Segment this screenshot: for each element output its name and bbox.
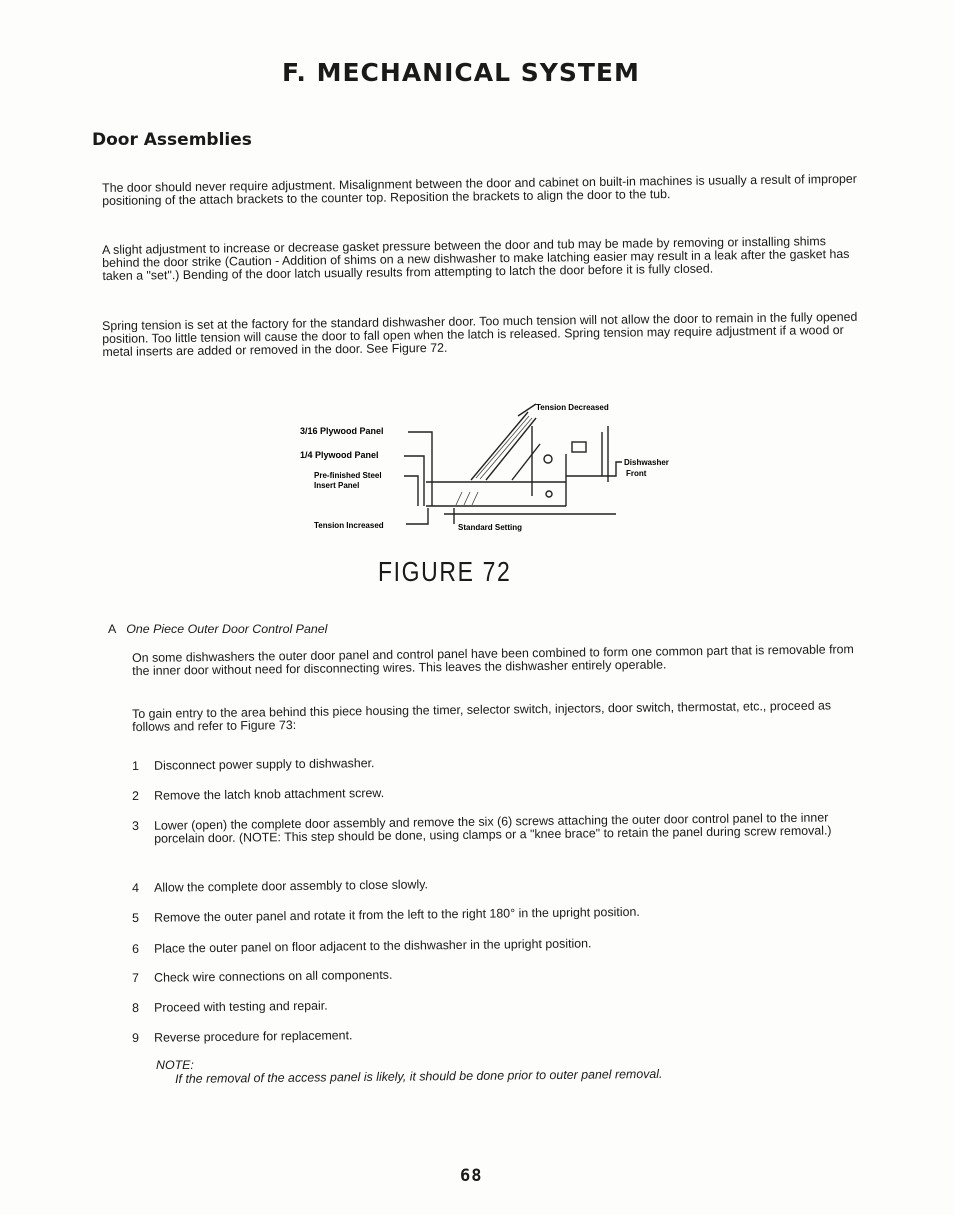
figure-72-diagram xyxy=(296,396,696,546)
section-title: F. MECHANICAL SYSTEM xyxy=(282,58,640,87)
label-prefinished-steel: Pre-finished Steel xyxy=(314,471,382,480)
item-a-letter: A xyxy=(108,622,117,636)
step-item xyxy=(132,781,872,803)
note-text: If the removal of the access panel is likely, it should be done prior to outer panel removal. xyxy=(175,1066,663,1086)
step-text: Remove the latch knob attachment screw. xyxy=(153,785,385,803)
paragraph-spring-tension: Spring tension is set at the factory for the standard dishwasher door. Too much tension will not allow the door to remain in the fully opened position. Too little tension will cause the door to fall open when the latch is released. Spring tension may require adjustment if a wood or metal inserts are added or removed in the door. See Figure 72. xyxy=(101,309,858,359)
paragraph-gasket-pressure: A slight adjustment to increase or decrease gasket pressure between the door and tub may be made by removing or installing shims behind the door strike (Caution - Addition of shims on a new dishwasher to make latching easier may result in a leak after the gasket has taken a "set".) Bending of the door latch usually results from attempting to latch the door before it is fully closed. xyxy=(101,234,850,283)
step-text: Remove the outer panel and rotate it from the left to the right 180° in the upright position. xyxy=(153,904,640,925)
step-text: Check wire connections on all components. xyxy=(153,967,393,985)
step-text: Allow the complete door assembly to close slowly. xyxy=(153,877,428,895)
step-number: 4 xyxy=(131,880,140,895)
step-text: Proceed with testing and repair. xyxy=(153,998,328,1015)
step-number: 5 xyxy=(131,910,140,925)
step-text: Lower (open) the complete door assembly and remove the six (6) screws attaching the outer door control panel to the inner porcelain door. (NOTE: This step should be done, using clamps or a "knee brace" to retain the panel during screw removal.) xyxy=(153,810,832,846)
label-dishwasher-front: Front xyxy=(626,469,647,478)
page-number: 68 xyxy=(460,1166,483,1186)
step-number: 1 xyxy=(131,758,140,773)
label-tension-decreased: Tension Decreased xyxy=(536,403,609,412)
figure-caption: FIGURE 72 xyxy=(378,556,512,587)
label-plywood-1-4: 1/4 Plywood Panel xyxy=(300,450,379,460)
step-text: Place the outer panel on floor adjacent to the dishwasher in the upright position. xyxy=(153,936,592,956)
item-a-title: One Piece Outer Door Control Panel xyxy=(126,622,328,636)
step-item xyxy=(132,963,872,985)
step-number: 9 xyxy=(131,1030,140,1045)
step-item xyxy=(132,873,872,895)
subsection-title: Door Assemblies xyxy=(92,130,252,150)
step-number: 6 xyxy=(131,941,140,956)
step-item xyxy=(132,903,872,925)
step-number: 2 xyxy=(131,788,140,803)
label-plywood-3-16: 3/16 Plywood Panel xyxy=(300,426,384,436)
note-label: NOTE: xyxy=(156,1058,194,1072)
label-insert-panel: Insert Panel xyxy=(314,481,360,490)
label-standard-setting: Standard Setting xyxy=(458,523,523,532)
paragraph-gain-entry: To gain entry to the area behind this piece housing the timer, selector switch, injectors, door switch, thermostat, etc., proceed as follows and refer to Figure 73: xyxy=(131,698,832,734)
label-tension-increased: Tension Increased xyxy=(314,521,384,530)
step-number: 3 xyxy=(131,818,140,833)
step-item xyxy=(132,993,872,1015)
door-spring-tension-figure xyxy=(296,396,696,546)
step-number: 8 xyxy=(131,1000,140,1015)
step-number: 7 xyxy=(131,970,140,985)
step-item xyxy=(132,751,872,773)
step-text: Disconnect power supply to dishwasher. xyxy=(153,756,375,773)
item-a-heading xyxy=(108,622,327,636)
step-item xyxy=(132,934,872,956)
step-item xyxy=(132,811,872,846)
step-text: Reverse procedure for replacement. xyxy=(153,1028,353,1045)
paragraph-one-piece-panel: On some dishwashers the outer door panel and control panel have been combined to form one common part that is removable from the inner door without need for disconnecting wires. This leaves the dishwasher entirely operable. xyxy=(131,642,854,678)
paragraph-door-adjustment: The door should never require adjustment. Misalignment between the door and cabinet on built-in machines is usually a result of improper positioning of the attach brackets to the counter top. Reposition the brackets to align the door to the tub. xyxy=(101,171,857,208)
step-item xyxy=(132,1023,872,1045)
label-dishwasher: Dishwasher xyxy=(624,458,669,467)
